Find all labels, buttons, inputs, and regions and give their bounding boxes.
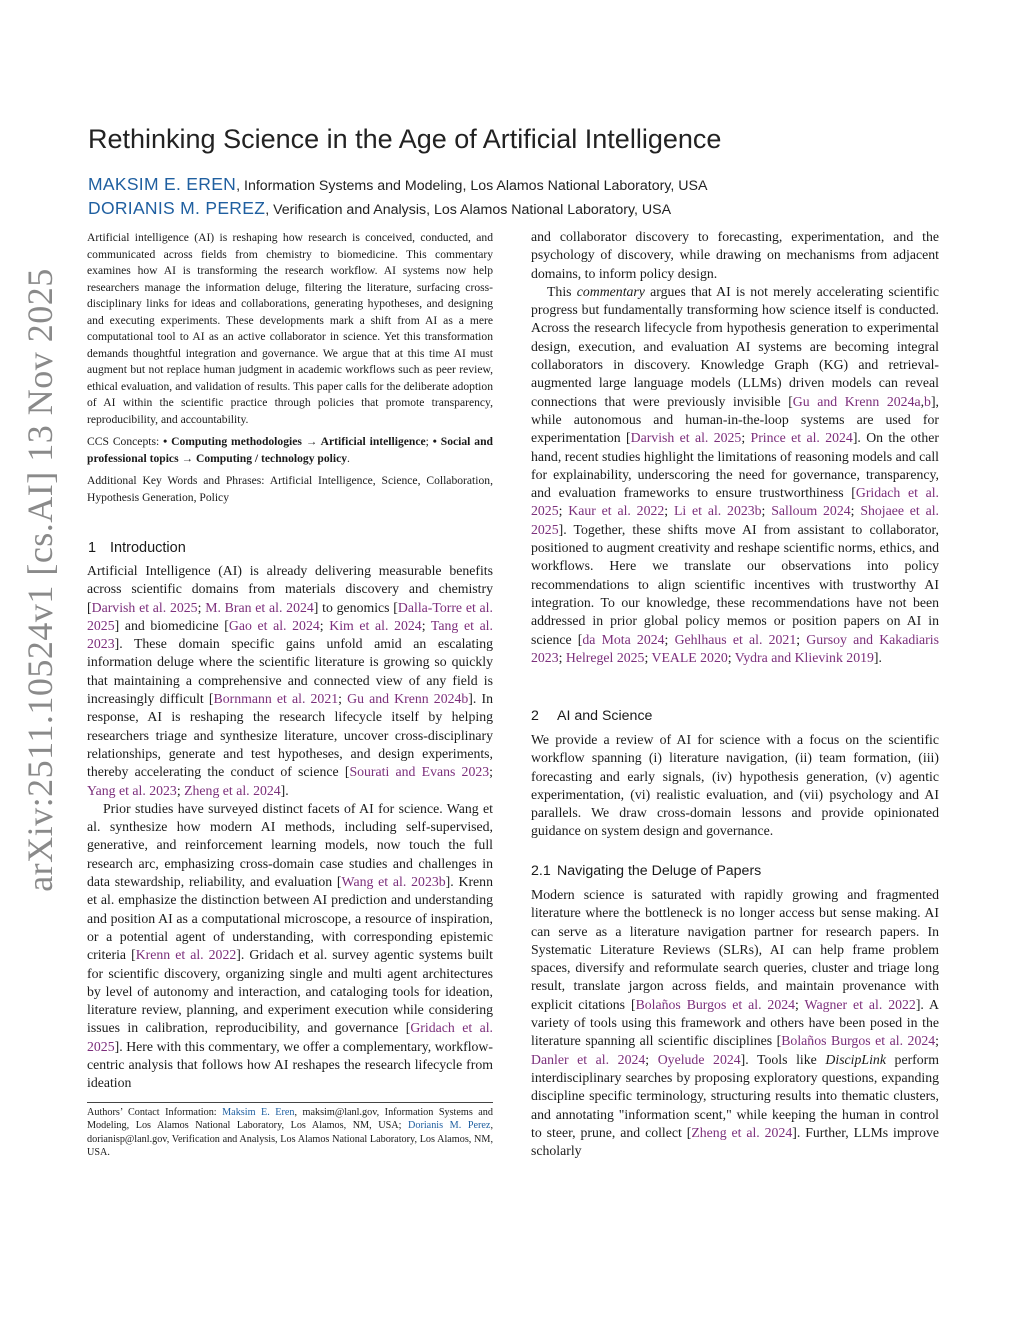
- navigating-body: [531, 886, 939, 1160]
- citation-link[interactable]: Darvish et al. 2025: [630, 430, 742, 446]
- citation-link[interactable]: Krenn et al. 2022: [135, 947, 237, 963]
- ccs-concepts: CCS Concepts: • Computing methodologies → Artificial intelligence; • Social and professional topics → Computing / technology policy.: [87, 435, 493, 465]
- citation-link[interactable]: Tang et al. 2023: [87, 617, 493, 652]
- citation-link[interactable]: Darvish et al. 2025: [91, 599, 198, 615]
- citation-link[interactable]: Sourati and Evans 2023: [349, 764, 490, 780]
- citation-link[interactable]: Oyelude 2024: [657, 1051, 741, 1067]
- abstract-block: [87, 230, 493, 512]
- author-contact-footnote: Authors’ Contact Information: Maksim E. Eren, maksim@lanl.gov, Information Systems and Modeling, Los Alamos National Laboratory, Los Alamos, NM, USA; Dorianis M. Perez, dorianisp@lanl.gov, Verification and Analysis, Los Alamos National Laboratory, Los Alamos, NM, USA.: [87, 1107, 493, 1159]
- citation-link[interactable]: Gu and Krenn 2024a: [792, 393, 921, 409]
- citation-link[interactable]: Vydra and Klievink 2019: [734, 649, 874, 665]
- introduction-body: [87, 562, 493, 1093]
- citation-link[interactable]: Gu and Krenn 2024b: [347, 691, 469, 707]
- citation-link[interactable]: VEALE 2020: [651, 649, 728, 665]
- abstract-text: Artificial intelligence (AI) is reshaping how research is conceived, conducted, and communicated across fields from chemistry to biomedicine. This commentary examines how AI is transforming the research workflow. AI systems now help researchers manage the information deluge, filtering the literature, surfacing cross-disciplinary links for ideas and collaborations, generating hypotheses, and designing and executing experiments. These developments mark a shift from AI as a mere computational tool to AI as an active collaborator in science. Yet this transformation demands thoughtful integration and governance. We argue that at this time AI must augment but not replace human judgment in academic workflows such as peer review, ethical evaluation, and validation of results. This paper calls for the deliberate adoption of AI within the scientific practice through policies that promote transparency, reproducibility, and accountability.: [87, 231, 493, 426]
- author-link[interactable]: Dorianis M. Perez: [408, 1120, 491, 1132]
- citation-link[interactable]: Yang et al. 2023: [87, 782, 177, 798]
- citation-link[interactable]: Wang et al. 2023b: [341, 874, 446, 890]
- citation-link[interactable]: M. Bran et al. 2024: [205, 599, 314, 615]
- footnote-divider: [87, 1102, 493, 1103]
- citation-link[interactable]: Gridach et al. 2025: [87, 1020, 493, 1054]
- citation-link[interactable]: Salloum 2024: [771, 503, 851, 519]
- citation-link[interactable]: Bolaños Burgos et al. 2024: [635, 996, 796, 1012]
- citation-link[interactable]: Bolaños Burgos et al. 2024: [781, 1033, 936, 1049]
- citation-link[interactable]: Gao et al. 2024: [228, 617, 320, 633]
- intro-paragraph-4: This commentary argues that AI is not merely accelerating scientific progress but fundamentally transforming how science itself is conducted. Across the research lifecycle from hypothesis generation to experimental design, execution, and evaluation AI systems are becoming integral collaborators in discovery. Knowledge Graph (KG) and retrieval-augmented large language models (LLMs) driven models can reveal connections that were previously invisible [Gu and Krenn 2024a,b], while autonomous and human-in-the-loop systems are used for experimentation [Darvish et al. 2025; Prince et al. 2024]. On the other hand, recent studies highlight the limitations of reasoning models and call for explainability, underscoring the need for governance, transparency, and evaluation frameworks to ensure trustworthiness [Gridach et al. 2025; Kaur et al. 2022; Li et al. 2023b; Salloum 2024; Shojaee et al. 2025]. Together, these shifts move AI from assistant to collaborator, positioned to augment creativity and reshape scientific norms, ethics, and workflows. Here we translate our observations into policy recommendations to align scientific incentives with trustworthy AI integration. To our knowledge, these recommendations have not been addressed in prior global policy memos or position papers on AI in science [da Mota 2024; Gehlhaus et al. 2021; Gursoy and Kakadiaris 2023; Helregel 2025; VEALE 2020; Vydra and Klievink 2019].: [531, 283, 939, 665]
- author-name: MAKSIM E. EREN: [88, 174, 237, 194]
- author-link[interactable]: Maksim E. Eren: [222, 1107, 295, 1118]
- citation-link[interactable]: Kim et al. 2024: [329, 617, 422, 633]
- author-name: DORIANIS M. PEREZ: [88, 198, 266, 218]
- arxiv-identifier: [12, 190, 68, 970]
- citation-link[interactable]: Prince et al. 2024: [750, 430, 853, 446]
- citation-link[interactable]: Wagner et al. 2022: [804, 996, 916, 1012]
- intro-paragraph-3: and collaborator discovery to forecasting, experimentation, and the psychology of discovery, while drawing on mechanisms from adjacent domains, to inform policy design.: [531, 229, 939, 281]
- citation-link[interactable]: b: [924, 393, 931, 409]
- citation-link[interactable]: Danler et al. 2024: [531, 1051, 646, 1067]
- citation-link[interactable]: Bornmann et al. 2021: [213, 691, 339, 707]
- intro-paragraph-1: Artificial Intelligence (AI) is already delivering measurable benefits across scientific domains from materials discovery and chemistry [Darvish et al. 2025; M. Bran et al. 2024] to genomics [Dalla-Torre et al. 2025] and biomedicine [Gao et al. 2024; Kim et al. 2024; Tang et al. 2023]. These domain specific gains unfold amid an escalating information deluge where the scientific literature is growing so quickly that maintaining a comprehensive and connected view of any field is increasingly difficult [Bornmann et al. 2021; Gu and Krenn 2024b]. In response, AI is reshaping the research lifecycle itself by helping researchers triage and synthesize literature, uncover cross-disciplinary relationships, generate and test hypotheses, and design experiments, thereby accelerating the conduct of science [Sourati and Evans 2023; Yang et al. 2023; Zheng et al. 2024].: [87, 563, 493, 798]
- citation-link[interactable]: da Mota 2024: [582, 631, 665, 647]
- ai-and-science-paragraph: We provide a review of AI for science with a focus on the scientific workflow spanning (i) literature navigation, (ii) team formation, (iii) forecasting and early signals, (iv) hypothesis generation, (v) agentic experimentation, (vi) realistic evaluation, and (vii) psychology and AI parallels. We draw cross-domain lessons and provide opinionated guidance on system design and governance.: [531, 732, 939, 839]
- section-heading-introduction: 1 Introduction: [88, 540, 186, 556]
- citation-link[interactable]: Li et al. 2023b: [673, 503, 762, 519]
- section-heading-ai-and-science: 2 AI and Science: [531, 708, 653, 724]
- author-affiliation: , Verification and Analysis, Los Alamos National Laboratory, USA: [265, 202, 672, 218]
- ai-and-science-body: [531, 731, 939, 841]
- intro-paragraph-2: Prior studies have surveyed distinct facets of AI for science. Wang et al. synthesize how modern AI methods, including self-supervised, generative, and reinforcement learning models, now touch the full research arc, emphasizing cross-domain case studies and challenges in data stewardship, reliability, and evaluation [Wang et al. 2023b]. Krenn et al. emphasize the distinction between AI prediction and understanding and position AI as a computational microscope, a resource of inspiration, or a potential agent of understanding, with corresponding epistemic criteria [Krenn et al. 2022]. Gridach et al. survey agentic systems built for scientific discovery, organizing single and multi agent architectures by level of autonomy and interaction, and cataloging tools for ideation, literature review, planning, and experiment execution while considering issues in calibration, reproducibility, and governance [Gridach et al. 2025]. Here with this commentary, we offer a complementary, workflow-centric analysis that follows how AI reshapes the research lifecycle from ideation: [87, 800, 493, 1091]
- citation-link[interactable]: Dalla-Torre et al. 2025: [87, 599, 493, 633]
- right-column-intro-continued: [531, 228, 939, 667]
- arxiv-id-text: arXiv:2511.10524v1 [cs.AI] 13 Nov 2025: [20, 268, 60, 892]
- navigating-paragraph: Modern science is saturated with rapidly growing and fragmented literature where the bottleneck is no longer access but sense making. AI can serve as a literature navigation partner for research papers. In Systematic Literature Reviews (SLRs), AI can help frame problem spaces, diversify and reformulate search queries, cluster and triage long result, translate jargon across fields, and maintain provenance with explicit citations [Bolaños Burgos et al. 2024; Wagner et al. 2022]. A variety of tools using this framework and others have been posed in the literature spanning all scientific disciplines [Bolaños Burgos et al. 2024; Danler et al. 2024; Oyelude 2024]. Tools like DiscipLink perform interdisciplinary searches by proposing exploratory questions, expanding discipline specific terminology, structuring results into thematic clusters, and annotating "information scent," while keeping the human in control to steer, prune, and collect [Zheng et al. 2024]. Further, LLMs improve scholarly: [531, 887, 939, 1159]
- keywords: Additional Key Words and Phrases: Artificial Intelligence, Science, Collaboration, Hypothesis Generation, Policy: [87, 474, 493, 504]
- citation-link[interactable]: Gursoy and Kakadiaris 2023: [531, 631, 939, 665]
- citation-link[interactable]: Kaur et al. 2022: [568, 503, 665, 519]
- citation-link[interactable]: Gehlhaus et al. 2021: [674, 631, 797, 647]
- section-heading-navigating: 2.1 Navigating the Deluge of Papers: [531, 863, 762, 879]
- citation-link[interactable]: Zheng et al. 2024: [691, 1124, 793, 1140]
- author-affiliation: , Information Systems and Modeling, Los Alamos National Laboratory, USA: [236, 178, 708, 194]
- author-line-1: [88, 174, 707, 195]
- paper-title: Rethinking Science in the Age of Artificial Intelligence: [88, 124, 722, 154]
- author-line-2: [88, 198, 671, 219]
- citation-link[interactable]: Helregel 2025: [565, 649, 645, 665]
- citation-link[interactable]: Shojaee et al. 2025: [531, 503, 939, 537]
- citation-link[interactable]: Zheng et al. 2024: [184, 782, 281, 798]
- citation-link[interactable]: Gridach et al. 2025: [531, 485, 939, 519]
